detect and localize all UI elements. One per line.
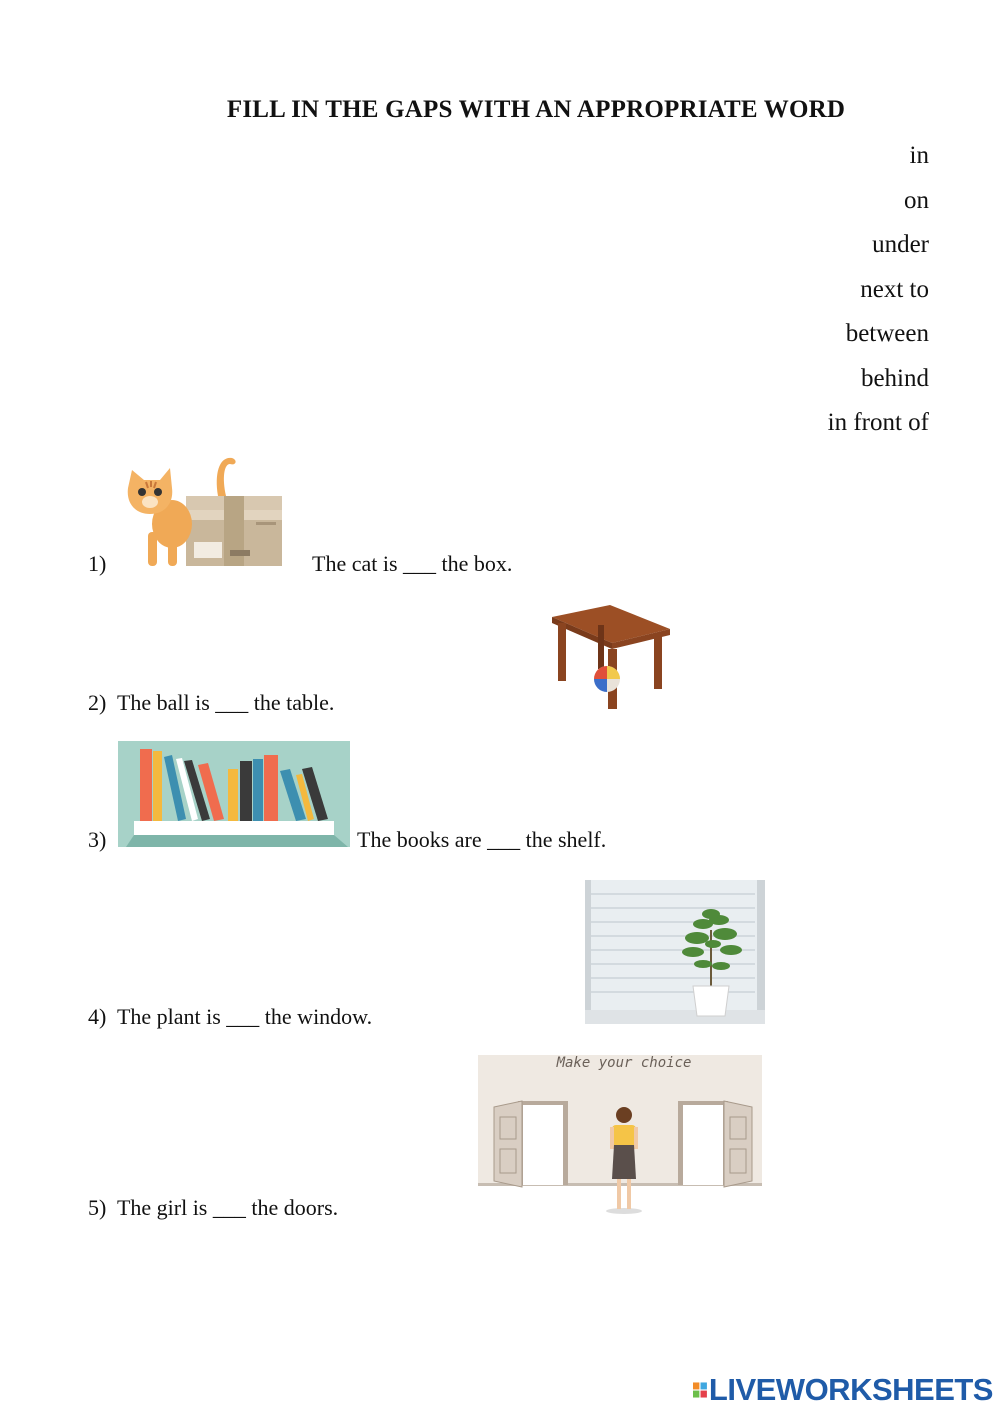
logo-icon <box>693 1377 707 1403</box>
question-1-number: 1) <box>88 551 107 576</box>
question-2-sentence: The ball is ___ the table. <box>116 690 335 715</box>
worksheet-title: FILL IN THE GAPS WITH AN APPROPRIATE WORD <box>226 96 846 123</box>
ball-under-table-image <box>550 603 672 711</box>
question-2-number: 2) <box>88 690 107 715</box>
word-bank-item: in front of <box>827 409 929 436</box>
girl-between-doors-image <box>478 1055 762 1217</box>
question-4-sentence: The plant is ___ the window. <box>116 1004 373 1029</box>
question-5-sentence: The girl is ___ the doors. <box>116 1195 339 1220</box>
word-bank <box>828 138 929 450</box>
question-4-text <box>88 1004 372 1030</box>
question-4-number: 4) <box>88 1004 107 1029</box>
word-bank-item: next to <box>860 275 929 303</box>
question-3-text: The books are ___ the shelf. <box>357 827 607 852</box>
word-bank-item: between <box>845 320 929 347</box>
word-bank-item: on <box>904 186 929 214</box>
liveworksheets-logo <box>693 1374 993 1406</box>
question-5-number: 5) <box>88 1195 107 1220</box>
word-bank-item: in <box>909 142 929 169</box>
question-5-text <box>88 1195 338 1221</box>
question-3-number: 3) <box>88 827 107 852</box>
word-bank-item: behind <box>860 364 929 392</box>
books-on-shelf-image <box>118 741 350 847</box>
word-bank-item: under <box>872 231 929 258</box>
cat-and-box-image <box>124 452 286 568</box>
plant-by-window-image <box>585 880 765 1024</box>
logo-text: LIVEWORKSHEETS <box>708 1372 993 1407</box>
image-caption: Make your choice <box>556 1055 692 1071</box>
question-2-text <box>88 690 334 716</box>
question-1-text: The cat is ___ the box. <box>312 551 513 576</box>
